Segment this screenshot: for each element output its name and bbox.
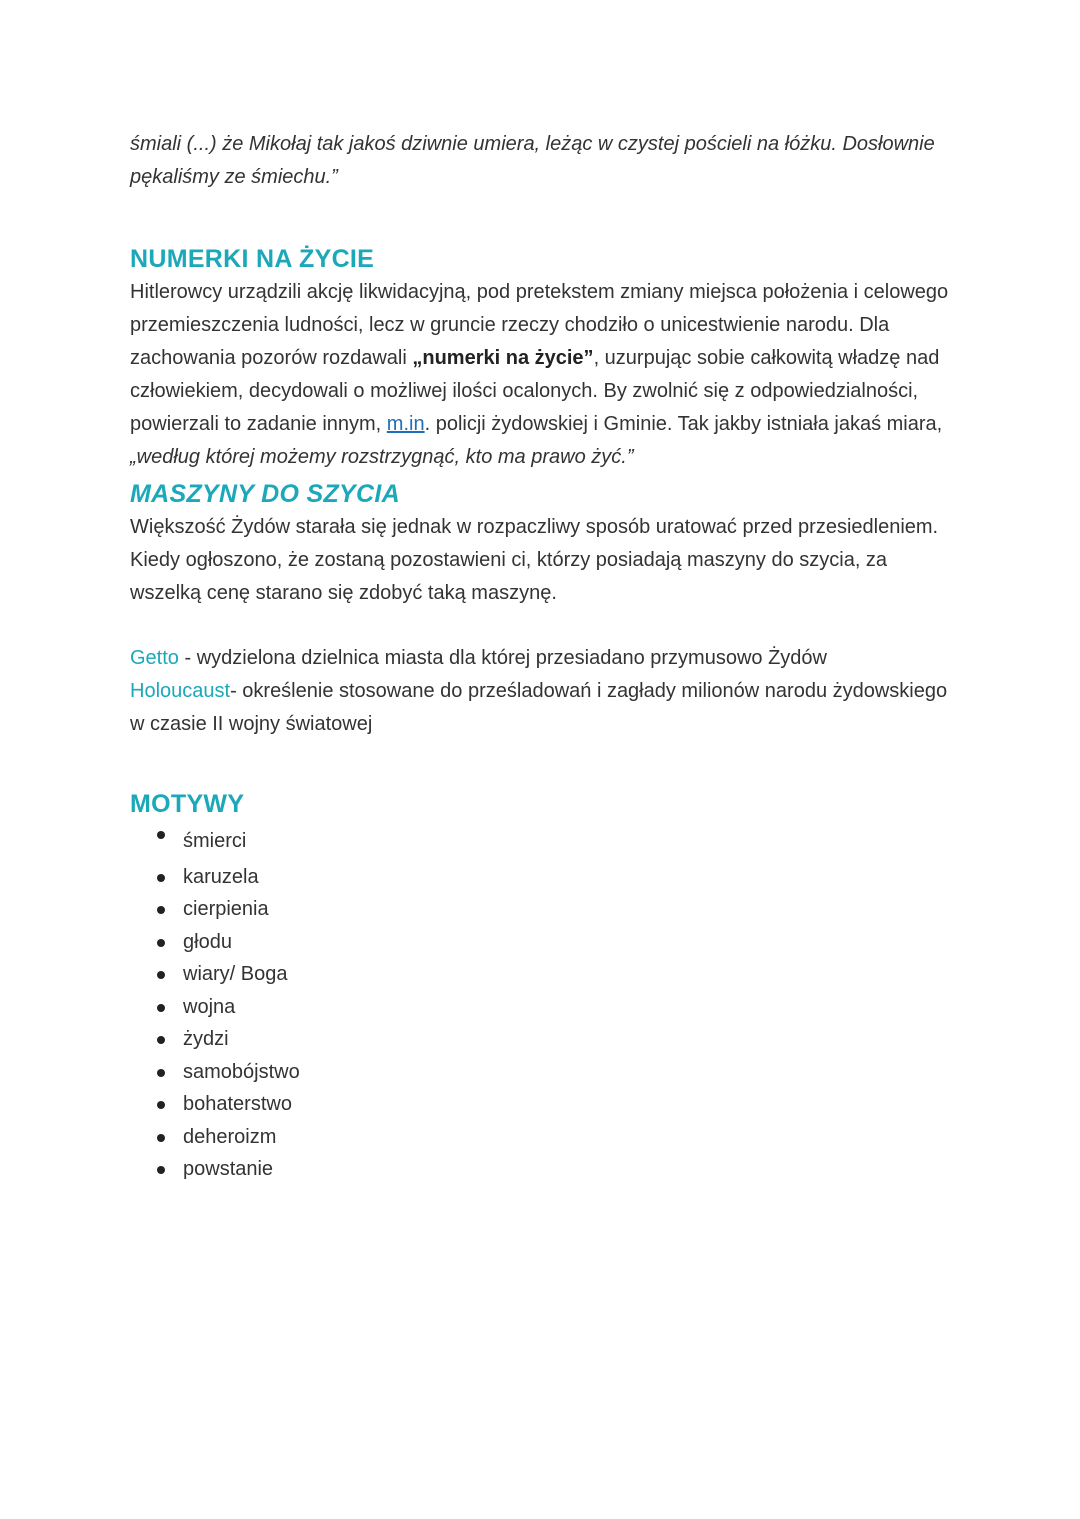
list-item: wiary/ Boga	[130, 958, 960, 991]
numerki-paragraph	[130, 276, 960, 474]
bullet-icon	[157, 1134, 165, 1142]
definitions	[130, 642, 960, 741]
list-item: wojna	[130, 991, 960, 1024]
numerki-bold-phrase: „numerki na życie”	[412, 347, 594, 369]
motifs-list	[130, 825, 960, 1186]
bullet-icon	[157, 831, 165, 839]
heading-numerki: NUMERKI NA ŻYCIE	[130, 245, 375, 273]
list-item: śmierci	[130, 825, 960, 858]
list-item: karuzela	[130, 861, 960, 894]
list-item: deheroizm	[130, 1121, 960, 1154]
min-link[interactable]: m.in	[386, 413, 425, 435]
bullet-icon	[157, 874, 165, 882]
document-page	[130, 128, 960, 1186]
bullet-icon	[157, 1036, 165, 1044]
list-item: cierpienia	[130, 893, 960, 926]
list-item: bohaterstwo	[130, 1088, 960, 1121]
bullet-icon	[157, 1069, 165, 1077]
heading-maszyny: MASZYNY DO SZYCIA	[130, 480, 400, 508]
maszyny-paragraph: Większość Żydów starała się jednak w rozpaczliwy sposób uratować przed przesiedleniem. Kiedy ogłoszono, że zostaną pozostawieni ci, którzy posiadają maszyny do szycia, za wszelką cenę starano się zdobyć taką maszynę.	[130, 516, 939, 604]
numerki-italic-quote: „według której możemy rozstrzygnąć, kto ma prawo żyć.”	[130, 446, 634, 468]
numerki-text-a: Hitlerowcy urządzili akcję likwidacyjną, pod pretekstem zmiany miejsca położenia i celowego przemieszczenia ludności, lecz w gruncie rzeczy chodziło o unicestwienie narodu. Dla zachowania pozorów rozdawali	[130, 281, 949, 369]
intro-quote-line1: śmiali (...) że Mikołaj tak jakoś dziwnie umiera, leżąc w czystej pościeli na łóżku. Dosłownie	[130, 133, 935, 155]
term-holocaust: Holoucaust	[130, 680, 231, 702]
bullet-icon	[157, 1004, 165, 1012]
bullet-icon	[157, 939, 165, 947]
list-item: głodu	[130, 926, 960, 959]
definition-holocaust	[130, 675, 960, 741]
bullet-icon	[157, 1101, 165, 1109]
list-item: powstanie	[130, 1153, 960, 1186]
bullet-icon	[157, 1166, 165, 1174]
definition-getto-text: - wydzielona dzielnica miasta dla której przesiadano przymusowo Żydów	[178, 647, 827, 669]
bullet-icon	[157, 971, 165, 979]
intro-quote-line2: pękaliśmy ze śmiechu.”	[130, 166, 338, 188]
definition-holocaust-text: - określenie stosowane do prześladowań i zagłady milionów narodu żydowskiego w czasie II wojny światowej	[130, 680, 948, 735]
numerki-text-c: . policji żydowskiej i Gminie. Tak jakby istniała jakaś miara,	[424, 413, 943, 435]
list-item: samobójstwo	[130, 1056, 960, 1089]
term-getto: Getto	[130, 647, 179, 669]
numerki-text-b: , uzurpując sobie całkowitą władzę nad człowiekiem, decydowali o możliwej ilości ocalonych. By zwolnić się z odpowiedzialności, powierzali to zadanie innym,	[130, 347, 940, 435]
list-item: żydzi	[130, 1023, 960, 1056]
bullet-icon	[157, 906, 165, 914]
heading-motywy: MOTYWY	[130, 790, 245, 818]
intro-quote	[130, 128, 960, 194]
definition-getto	[130, 642, 960, 675]
